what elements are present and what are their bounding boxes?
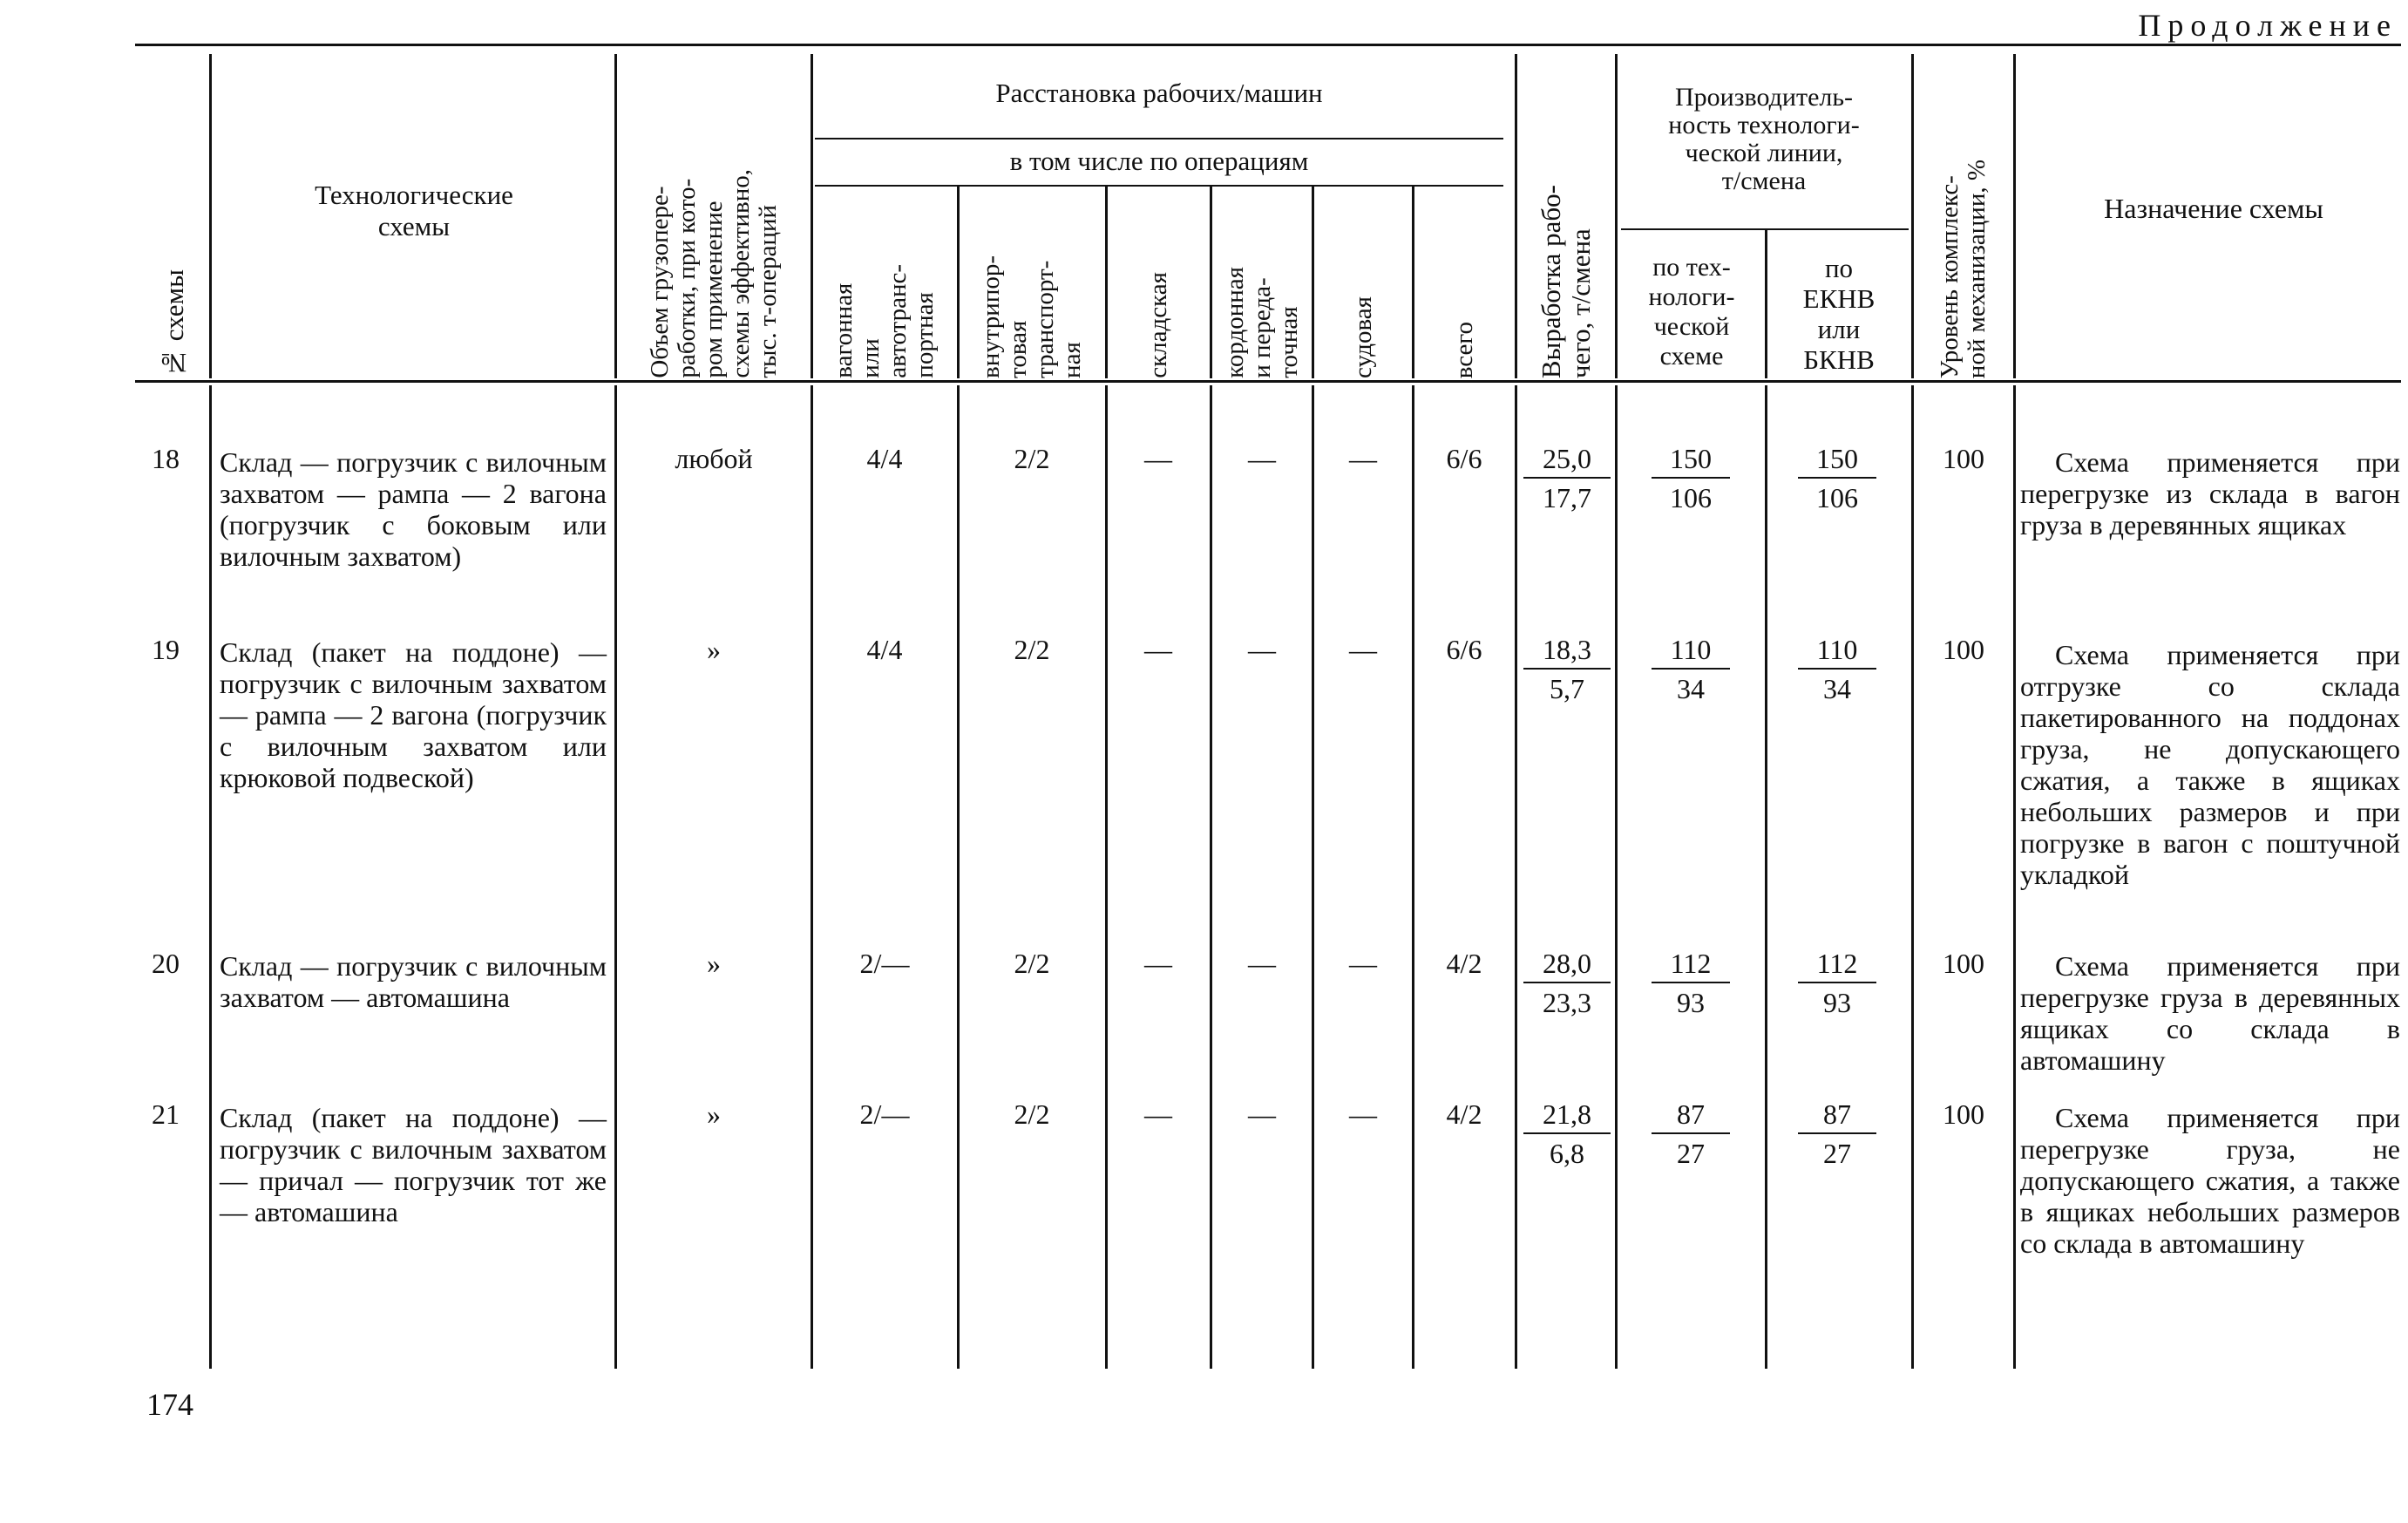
row-op-total: 6/6	[1446, 443, 1482, 474]
col-divider	[1412, 385, 1414, 1369]
header-mechanization: Уровень комплекс- ной механизации, %	[1936, 159, 1991, 378]
row-op-total: 4/2	[1446, 948, 1482, 979]
row-purpose: Схема применяется при отгрузке со склада пакетированного на поддонах груза, не допускающего сжатия, а также в ящиках небольших размеров и при погрузке в вагон с поштучной укладкой	[2020, 639, 2400, 890]
row-op-cordon: —	[1248, 634, 1276, 665]
col-divider	[811, 54, 813, 378]
row-volume: »	[707, 948, 721, 979]
row-prod-eknv: $\frac{110}{34}$	[1798, 634, 1876, 704]
table-top-rule	[135, 44, 2401, 46]
col-divider	[1105, 385, 1108, 1369]
col-divider	[1312, 385, 1314, 1369]
header-op-total: всего	[1449, 321, 1478, 378]
header-productivity: Производитель- ность технологи- ческой линии, т/смена	[1668, 83, 1860, 195]
row-op-total: 4/2	[1446, 1098, 1482, 1130]
row-op-wagon: 2/—	[859, 948, 910, 979]
row-op-cordon: —	[1248, 948, 1276, 979]
page-number: 174	[146, 1387, 193, 1422]
row-op-internal: 2/2	[1014, 443, 1050, 474]
col-divider	[1312, 187, 1314, 378]
row-prod-tech: $\frac{87}{27}$	[1652, 1098, 1730, 1169]
row-prod-eknv: $\frac{112}{93}$	[1798, 948, 1876, 1018]
header-op-warehouse: складская	[1143, 272, 1172, 378]
header-scheme-no: № схемы	[158, 269, 189, 378]
row-op-warehouse: —	[1144, 443, 1172, 474]
row-op-warehouse: —	[1144, 1098, 1172, 1130]
col-divider	[1911, 54, 1914, 378]
row-op-wagon: 4/4	[866, 443, 903, 474]
row-mechanization: 100	[1943, 948, 1984, 979]
row-scheme: Склад (пакет на поддоне) — погрузчик с вилочным захватом — причал — погрузчик тот же — автомашина	[220, 1102, 607, 1227]
header-op-wagon: вагонная или автотранс- портная	[830, 264, 939, 378]
row-prod-tech: $\frac{110}{34}$	[1652, 634, 1730, 704]
row-prod-eknv: $\frac{87}{27}$	[1798, 1098, 1876, 1169]
header-op-ship: судовая	[1348, 296, 1377, 378]
row-mechanization: 100	[1943, 1098, 1984, 1130]
row-op-ship: —	[1349, 948, 1377, 979]
col-divider	[811, 385, 813, 1369]
row-op-total: 6/6	[1446, 634, 1482, 665]
row-scheme: Склад (пакет на поддоне) — погрузчик с вилочным захватом — рампа — 2 вагона (погрузчик с вилочным захватом или крюковой подвеской)	[220, 636, 607, 793]
row-prod-tech: $\frac{150}{106}$	[1652, 443, 1730, 513]
row-op-warehouse: —	[1144, 634, 1172, 665]
col-divider	[614, 54, 617, 378]
header-op-cordon: кордонная и переда- точная	[1220, 267, 1303, 378]
header-by-operations: в том числе по операциям	[1009, 146, 1309, 176]
row-output: $\frac{18,3}{5,7}$	[1523, 634, 1611, 704]
header-purpose: Назначение схемы	[2104, 193, 2323, 224]
col-divider	[1515, 54, 1517, 378]
row-op-cordon: —	[1248, 1098, 1276, 1130]
row-number: 21	[152, 1098, 180, 1130]
row-volume: »	[707, 634, 721, 665]
col-divider	[1911, 385, 1914, 1369]
col-divider	[1765, 385, 1767, 1369]
row-prod-eknv: $\frac{150}{106}$	[1798, 443, 1876, 513]
row-volume: »	[707, 1098, 721, 1130]
row-purpose: Схема применяется при перегрузке груза в деревянных ящиках со склада в автомашину	[2020, 950, 2400, 1076]
row-op-internal: 2/2	[1014, 948, 1050, 979]
col-divider	[2013, 54, 2016, 378]
row-scheme: Склад — погрузчик с вилочным захватом — рампа — 2 вагона (погрузчик с боковым или вилочным захватом)	[220, 446, 607, 572]
placement-sub-rule	[815, 138, 1503, 139]
col-divider	[1210, 385, 1212, 1369]
row-prod-tech: $\frac{112}{93}$	[1652, 948, 1730, 1018]
row-op-cordon: —	[1248, 443, 1276, 474]
header-prod-tech: по тех- нологи- ческой схеме	[1648, 253, 1735, 371]
row-output: $\frac{21,8}{6,8}$	[1523, 1098, 1611, 1169]
row-op-ship: —	[1349, 1098, 1377, 1130]
col-divider	[957, 187, 960, 378]
row-purpose: Схема применяется при перегрузке из склада в вагон груза в деревянных ящиках	[2020, 446, 2400, 541]
header-volume: Объем грузопере- работки, при кото- ром применение схемы эффективно, тыс. т-операций	[645, 169, 782, 378]
row-number: 20	[152, 948, 180, 979]
row-mechanization: 100	[1943, 634, 1984, 665]
header-bottom-rule	[135, 380, 2401, 383]
row-op-warehouse: —	[1144, 948, 1172, 979]
row-number: 18	[152, 443, 180, 474]
row-volume: любой	[675, 443, 753, 474]
col-divider	[1105, 187, 1108, 378]
row-number: 19	[152, 634, 180, 665]
col-divider	[2013, 385, 2016, 1369]
col-divider	[957, 385, 960, 1369]
row-output: $\frac{25,0}{17,7}$	[1523, 443, 1611, 513]
header-prod-eknv: по ЕКНВ или БКНВ	[1802, 253, 1876, 375]
col-divider	[614, 385, 617, 1369]
row-output: $\frac{28,0}{23,3}$	[1523, 948, 1611, 1018]
row-op-wagon: 2/—	[859, 1098, 910, 1130]
row-purpose: Схема применяется при перегрузке груза, не допускающего сжатия, а также в ящиках небольших размеров со склада в автомашину	[2020, 1102, 2400, 1259]
row-mechanization: 100	[1943, 443, 1984, 474]
row-scheme: Склад — погрузчик с вилочным захватом — автомашина	[220, 950, 607, 1013]
header-placement: Расстановка рабочих/машин	[995, 78, 1323, 108]
row-op-internal: 2/2	[1014, 634, 1050, 665]
col-divider	[1210, 187, 1212, 378]
row-op-ship: —	[1349, 443, 1377, 474]
row-op-ship: —	[1349, 634, 1377, 665]
col-divider	[1412, 187, 1414, 378]
header-op-internal: внутрипор- товая транспорт- ная	[977, 255, 1086, 378]
header-tech-schemes: Технологические схемы	[315, 180, 513, 241]
header-output: Выработка рабо- чего, т/смена	[1536, 184, 1596, 378]
row-op-internal: 2/2	[1014, 1098, 1050, 1130]
row-op-wagon: 4/4	[866, 634, 903, 665]
col-divider	[1515, 385, 1517, 1369]
continuation-label: Продолжение	[2138, 8, 2398, 43]
col-divider	[209, 385, 212, 1369]
col-divider	[209, 54, 212, 378]
col-divider	[1615, 385, 1618, 1369]
col-divider	[1615, 54, 1618, 378]
